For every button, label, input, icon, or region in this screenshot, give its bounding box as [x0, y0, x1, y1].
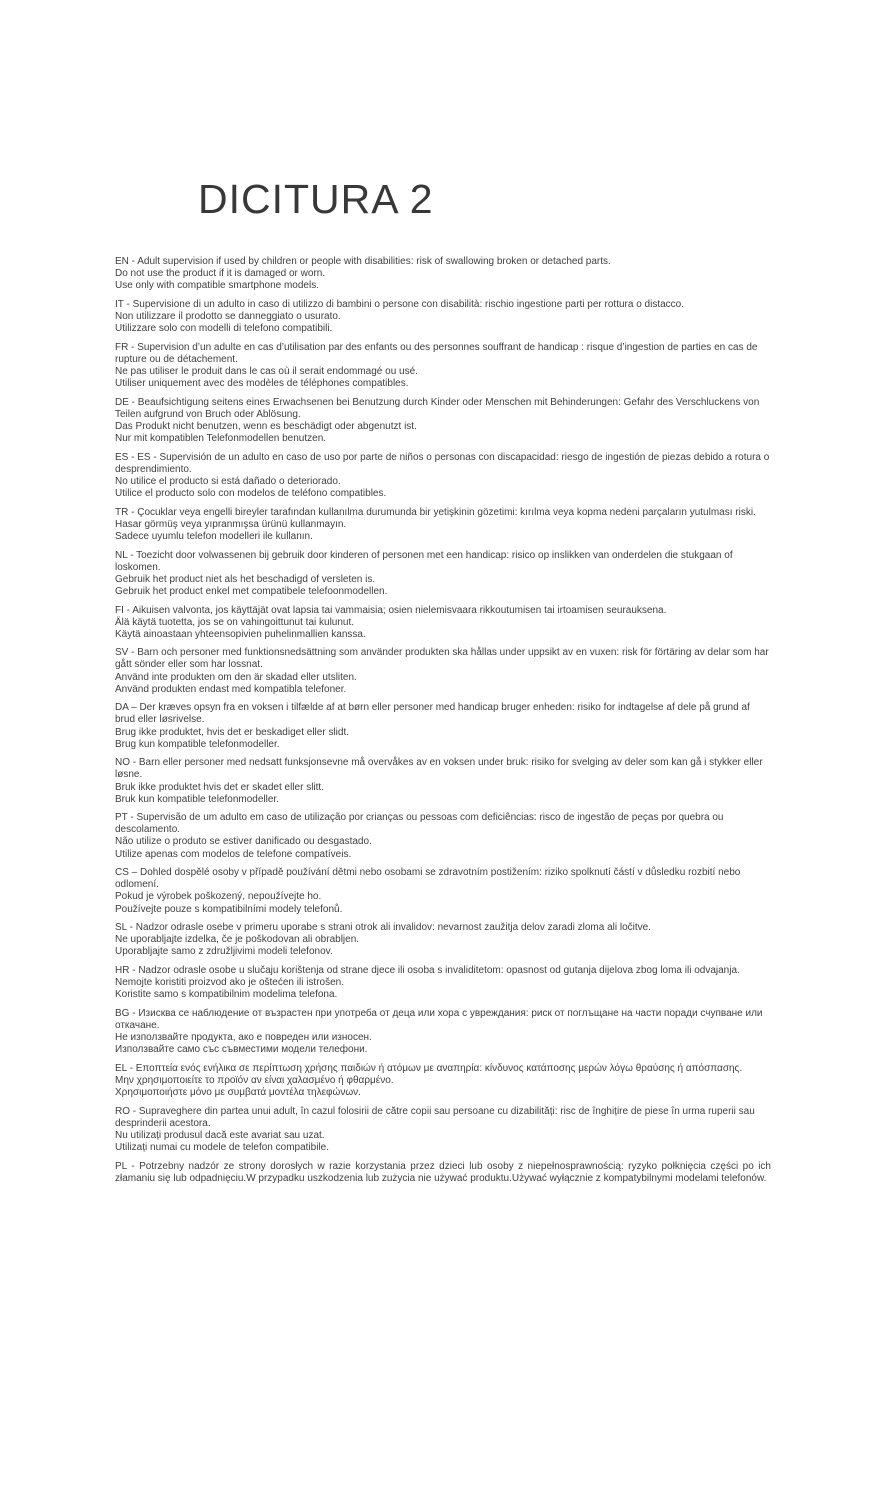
paragraph-line: Das Produkt nicht benutzen, wenn es beschädigt oder abgenutzt ist.: [115, 420, 417, 432]
language-paragraph-cs: [115, 867, 771, 915]
paragraph-line: Brug kun kompatible telefonmodeller.: [115, 738, 280, 750]
language-paragraph-nl: [115, 550, 771, 598]
paragraph-line: Do not use the product if it is damaged or worn.: [115, 268, 326, 280]
paragraph-line: Utilice el producto solo con modelos de teléfono compatibles.: [115, 487, 387, 499]
language-paragraph-fr: [115, 342, 771, 390]
paragraph-line: Utiliser uniquement avec des modèles de téléphones compatibles.: [115, 378, 409, 390]
paragraph-line: Nemojte koristiti proizvod ako je oštećen ili istrošen.: [115, 977, 344, 989]
paragraph-line: HR - Nadzor odrasle osobe u slučaju korištenja od strane djece ili osoba s invaliditetom: opasnost od gutanja dijelova zbog loma ili odvajanja.: [115, 965, 740, 977]
paragraph-line: Používejte pouze s kompatibilními modely telefonů.: [115, 903, 343, 915]
paragraph-line: DE - Beaufsichtigung seitens eines Erwachsenen bei Benutzung durch Kinder oder Menschen mit Behinderungen: Gefahr des Verschluckens von Teilen aufgrund von Bruch oder Ablösung.: [115, 396, 760, 420]
paragraph-line: Nur mit kompatiblen Telefonmodellen benutzen.: [115, 433, 327, 444]
paragraph-line: NO - Barn eller personer med nedsatt funksjonsevne må overvåkes av en voksen under bruk: risiko for svelging av deler som kan gå i stykker eller løsne.: [115, 757, 763, 781]
paragraph-line: Gebruik het product niet als het beschadigd of versleten is.: [115, 573, 376, 585]
paragraph-line: TR - Çocuklar veya engelli bireyler tarafından kullanılma durumunda bir yetişkinin gözetimi: kırılma veya kopma nedeni parçaların yutulması riski.: [115, 506, 756, 518]
paragraph-line: Μην χρησιμοποιείτε το προϊόν αν είναι χαλασμένο ή φθαρμένο.: [115, 1075, 394, 1087]
paragraph-line: PT - Supervisão de um adulto em caso de utilização por crianças ou pessoas com deficiências: risco de ingestão de peças por quebra ou descolamento.: [115, 812, 724, 836]
paragraph-line: SL - Nadzor odrasle osebe v primeru uporabe s strani otrok ali invalidov: nevarnost zaužitja delov zaradi zloma ali ločitve.: [115, 922, 652, 934]
paragraph-line: NL - Toezicht door volwassenen bij gebruik door kinderen of personen met een handicap: risico op inslikken van onderdelen die stukgaan of loskomen.: [115, 549, 733, 573]
language-paragraph-hr: [115, 965, 771, 1001]
paragraph-line: Χρησιμοποιήστε μόνο με συμβατά μοντέλα τηλεφώνων.: [115, 1087, 361, 1099]
paragraph-line: PL - Potrzebny nadzór ze strony dorosłych w razie korzystania przez dzieci lub osoby z niepełnosprawnością: ryzyko połknięcia części po ich złamaniu się lub odpadnięciu.W przypadku uszkodzenia lub zużycia nie używać produktu.Używać wyłącznie z kompatybilnymi modelami telefonów.: [115, 1160, 771, 1184]
language-paragraph-el: [115, 1063, 771, 1099]
paragraph-line: FR - Supervision d’un adulte en cas d’utilisation par des enfants ou des personnes souffrant de handicap : risque d’ingestion de parties en cas de rupture ou de détachement.: [115, 341, 758, 365]
paragraph-line: Sadece uyumlu telefon modelleri ile kullanın.: [115, 530, 313, 542]
paragraph-line: Uporabljajte samo z združljivimi modeli telefonov.: [115, 946, 333, 958]
paragraph-line: Use only with compatible smartphone models.: [115, 280, 319, 292]
language-paragraph-ro: [115, 1106, 771, 1154]
language-paragraph-no: [115, 757, 771, 805]
paragraph-line: No utilice el producto si está dañado o deteriorado.: [115, 475, 341, 487]
paragraph-line: Brug ikke produktet, hvis det er beskadiget eller slidt.: [115, 726, 350, 738]
language-paragraph-pt: [115, 812, 771, 860]
paragraph-line: Hasar görmüş veya yıpranmışsa ürünü kullanmayın.: [115, 518, 347, 530]
paragraph-line: Не използвайте продукта, ако е повреден или износен.: [115, 1032, 372, 1044]
paragraph-line: Non utilizzare il prodotto se danneggiato o usurato.: [115, 310, 341, 322]
language-paragraph-de: [115, 397, 771, 445]
language-paragraph-bg: [115, 1008, 771, 1056]
paragraph-line: Bruk kun kompatible telefonmodeller.: [115, 793, 279, 805]
language-paragraph-es: [115, 452, 771, 500]
paragraph-line: Nu utilizați produsul dacă este avariat sau uzat.: [115, 1130, 325, 1141]
paragraph-line: DA – Der kræves opsyn fra en voksen i tilfælde af at børn eller personer med handicap bruger enheden: risiko for indtagelse af dele på grund af brud eller løsrivelse.: [115, 702, 750, 726]
paragraph-line: Använd produkten endast med kompatibla telefoner.: [115, 683, 347, 695]
paragraph-line: Utilize apenas com modelos de telefone compatíveis.: [115, 848, 352, 860]
paragraph-line: CS – Dohled dospělé osoby v případě používání dětmi nebo osobami se zdravotním postižením: riziko spolknutí částí v důsledku rozbití nebo odlomení.: [115, 867, 741, 891]
paragraph-line: RO - Supraveghere din partea unui adult, în cazul folosirii de către copii sau persoane cu dizabilități: risc de înghițire de piese în urma ruperii sau desprinderii acestora.: [115, 1105, 755, 1129]
paragraph-line: Não utilize o produto se estiver danificado ou desgastado.: [115, 836, 372, 848]
language-paragraph-pl: [115, 1161, 771, 1185]
paragraph-line: Използвайте само със съвместими модели телефони.: [115, 1044, 368, 1056]
language-paragraph-it: [115, 299, 771, 335]
paragraph-line: Pokud je výrobek poškozený, nepoužívejte ho.: [115, 891, 322, 903]
paragraph-line: Koristite samo s kompatibilnim modelima telefona.: [115, 989, 338, 1001]
language-paragraph-fi: [115, 605, 771, 641]
warnings-list: [115, 256, 771, 1192]
paragraph-line: BG - Изисква се наблюдение от възрастен при употреба от деца или хора с увреждания: риск от поглъщане на части поради счупване или откачане.: [115, 1007, 763, 1032]
paragraph-line: EN - Adult supervision if used by children or people with disabilities: risk of swallowing broken or detached parts.: [115, 256, 611, 267]
page-title: DICITURA 2: [198, 176, 434, 222]
language-paragraph-sv: [115, 647, 771, 695]
language-paragraph-en: [115, 256, 771, 292]
paragraph-line: Ne pas utiliser le produit dans le cas où il serait endommagé ou usé.: [115, 365, 418, 377]
paragraph-line: EL - Εποπτεία ενός ενήλικα σε περίπτωση χρήσης παιδιών ή ατόμων με αναπηρία: κίνδυνος κατάποσης μερών λόγω θραύσης ή απόσπασης.: [115, 1062, 743, 1074]
language-paragraph-da: [115, 702, 771, 750]
language-paragraph-tr: [115, 507, 771, 543]
paragraph-line: Gebruik het product enkel met compatibele telefoonmodellen.: [115, 585, 388, 597]
paragraph-line: Bruk ikke produktet hvis det er skadet eller slitt.: [115, 781, 324, 793]
paragraph-line: Utilizați numai cu modele de telefon compatibile.: [115, 1142, 329, 1154]
paragraph-line: Använd inte produkten om den är skadad eller utsliten.: [115, 671, 357, 683]
paragraph-line: Utilizzare solo con modelli di telefono compatibili.: [115, 323, 333, 335]
paragraph-line: Käytä ainoastaan yhteensopivien puhelinmallien kanssa.: [115, 628, 366, 640]
paragraph-line: Ne uporabljajte izdelka, če je poškodovan ali obrabljen.: [115, 934, 360, 946]
paragraph-line: Älä käytä tuotetta, jos se on vahingoittunut tai kulunut.: [115, 616, 355, 628]
paragraph-line: FI - Aikuisen valvonta, jos käyttäjät ovat lapsia tai vammaisia; osien nielemisvaara rikkoutumisen tai irtoamisen seurauksena.: [115, 604, 667, 616]
language-paragraph-sl: [115, 922, 771, 958]
paragraph-line: ES - ES - Supervisión de un adulto en caso de uso por parte de niños o personas con discapacidad: riesgo de ingestión de piezas debido a rotura o desprendimiento.: [115, 451, 770, 475]
paragraph-line: SV - Barn och personer med funktionsnedsättning som använder produkten ska hållas under uppsikt av en vuxen: risk för förtäring av delar som har gått sönder eller som har lossnat.: [115, 647, 769, 671]
paragraph-line: IT - Supervisione di un adulto in caso di utilizzo di bambini o persone con disabilità: rischio ingestione parti per rottura o distacco.: [115, 298, 685, 310]
